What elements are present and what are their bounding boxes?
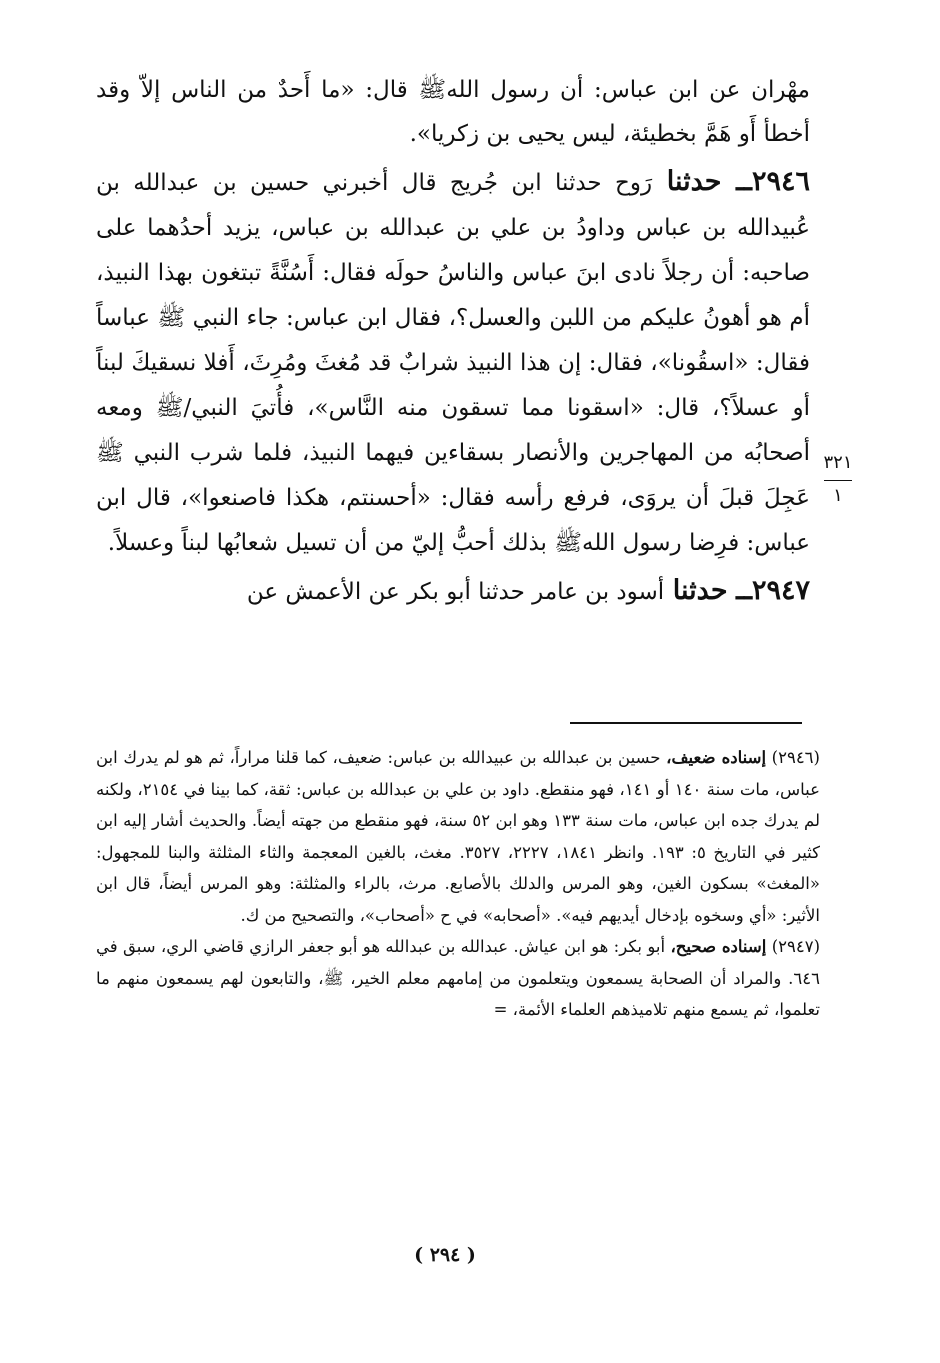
- footnote-text: حسين بن عبدالله بن عبيدالله بن عباس: ضعيف، كما قلنا مراراً، ثم هو لم يدرك ابن عباس، مات سنة ١٤٠ أو ١٤١، فهو منقطع. داود بن علي بن عبدالله بن عباس: ثقة، كما بينا في ٢١٥٤، ولكنه لم يدرك جده ابن عباس، مات سنة ١٣٣ وهو ابن ٥٢ سنة، فهو منقطع من جهته أيضاً. والحديث أشار إليه ابن كثير في التاريخ ٥: ١٩٣. وانظر ١٨٤١، ٢٢٢٧، ٣٥٢٧. مغث، بالغين المعجمة والثاء المثلثة والبنا للمجهول: «المغث» بسكون الغين، وهو المرس والدلك بالأصابع. مرث، بالراء والمثلثة: وهو المرس أيضاً، قال ابن الأثير: «أي وسخوه بإدخال أيديهم فيه». «أصحابه» في ح «أصحاب»، والتصحيح من ك.: [96, 748, 821, 925]
- hadith-dash: ــ: [736, 166, 752, 197]
- haddathana-word: حدثنا: [672, 575, 728, 606]
- hadith-2946: [96, 160, 810, 565]
- page-number: ( ٢٩٤ ): [414, 1244, 476, 1266]
- footnote-2947: [96, 931, 820, 1026]
- footnote-number: (٢٩٤٦): [771, 748, 820, 767]
- hadith-text: أسود بن عامر حدثنا أبو بكر عن الأعمش عن: [246, 579, 665, 605]
- footnote-grading: إسناده صحيح،: [670, 937, 767, 956]
- hadith-dash: ــ: [736, 575, 752, 606]
- haddathana-word: حدثنا: [666, 166, 722, 197]
- margin-reference: [818, 452, 858, 507]
- hadith-2947: [96, 569, 810, 614]
- main-text: [96, 68, 810, 614]
- previous-hadith-ending: مهْران عن ابن عباس: أن رسول اللهﷺ قال: «ما أَحدٌ من الناس إلاّ وقد أخطأ أَو هَمَّ بخطيئة، ليس يحيى بن زكريا».: [96, 77, 810, 147]
- footnote-text: أبو بكر: هو ابن عياش. عبدالله بن عبدالله هو أبو جعفر الرازي قاضي الري، سبق في ٦٤٦. والمراد أن الصحابة يسمعون ويتعلمون من إمامهم معلم الخير، ﷺ، والتابعون لهم يسمعون منهم ما تعلموا، ثم يسمع منهم تلاميذهم العلماء الأئمة، =: [96, 937, 820, 1019]
- margin-reference-volume-page: ٣٢١: [823, 452, 853, 473]
- hadith-number: ٢٩٤٦: [751, 166, 810, 197]
- footnote-separator: [570, 722, 802, 724]
- hadith-number: ٢٩٤٧: [751, 575, 810, 606]
- margin-reference-part: ١: [833, 485, 843, 506]
- footnote-grading: إسناده ضعيف،: [666, 748, 767, 767]
- footnote-number: (٢٩٤٧): [771, 937, 821, 956]
- footnote-2946: [96, 742, 820, 931]
- hadith-text: رَوح حدثنا ابن جُريج قال أخبرني حسين بن عبدالله بن عُبيدالله بن عباس وداودُ بن علي بن عبدالله بن عباس، يزيد أحدُهما على صاحبه: أن رجلاً نادى ابنَ عباس والناسُ حولَه فقال: أَسُنَّةً تبتغون بهذا النبيذ، أم هو أهونُ عليكم من اللبن والعسل؟، فقال ابن عباس: جاء النبي ﷺ عباساً فقال: «اسقُونا»، فقال: إن هذا النبيذ شرابٌ قد مُغثَ ومُرِثَ، أَفلا نسقيكَ لبناً أو عسلاً؟، قال: «اسقونا مما تسقون منه النَّاس»، فأُتيَ النبي/ﷺ ومعه أصحابُه من المهاجرين والأنصار بسقاءين فيهما النبيذ، فلما شرب النبي ﷺ عَجِلَ قبلَ أن يروَى، فرفع رأسه فقال: «أحسنتم، هكذا فاصنعوا»، قال ابن عباس: فرِضا رسول اللهﷺ بذلك أحبُّ إليّ من أن تسيل شعابُها لبناً وعسلاً.: [96, 170, 810, 556]
- margin-reference-rule: [824, 480, 852, 481]
- footnotes: [96, 742, 820, 1026]
